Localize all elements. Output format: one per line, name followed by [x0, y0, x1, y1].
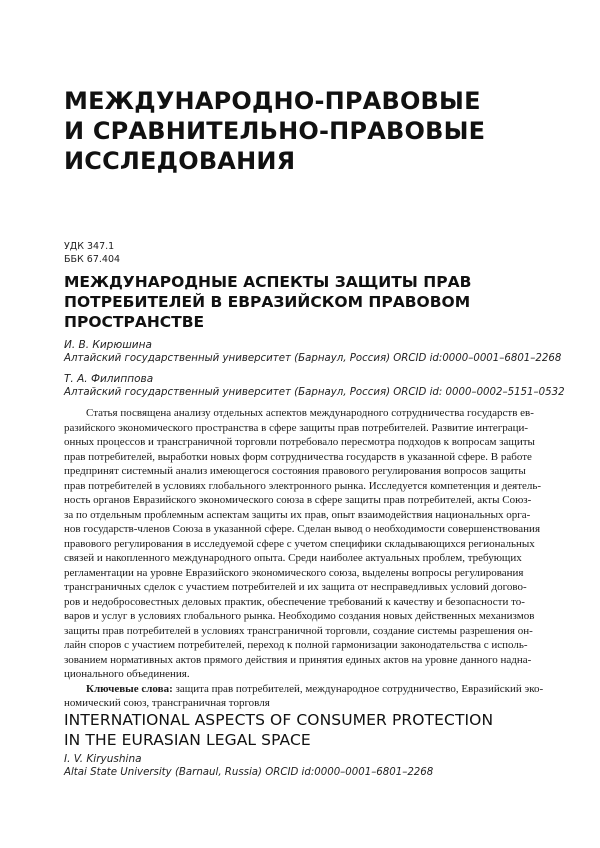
english-author-block — [64, 752, 544, 780]
abstract-line: связей и накопленного международного опыта. Среди наиболее актуальных проблем, требующих — [64, 551, 538, 566]
english-title-line: IN THE EURASIAN LEGAL SPACE — [64, 730, 544, 750]
author-name: И. В. Кирюшина — [64, 338, 544, 352]
english-author-name: I. V. Kiryushina — [64, 752, 544, 766]
abstract-line: ров и недобросовестных деловых практик, обеспечение требований к качеству и безопасности то- — [64, 595, 538, 610]
abstract-line: правового регулирования в исследуемой сфере с учетом специфики складывающихся региональных — [64, 537, 538, 552]
document-page — [0, 0, 600, 848]
author-name: Т. А. Филиппова — [64, 372, 544, 386]
classification-codes — [64, 240, 120, 266]
abstract-line: трансграничных сделок с участием потребителей и их защита от несправедливых условий догово- — [64, 580, 538, 595]
abstract-line: за по отдельным проблемным аспектам защиты их прав, опыт взаимодействия национальных орга- — [64, 508, 538, 523]
article-title-line: МЕЖДУНАРОДНЫЕ АСПЕКТЫ ЗАЩИТЫ ПРАВ — [64, 272, 544, 292]
article-title-line: ПОТРЕБИТЕЛЕЙ В ЕВРАЗИЙСКОМ ПРАВОВОМ — [64, 292, 544, 312]
abstract — [64, 406, 538, 711]
udk-code: УДК 347.1 — [64, 240, 120, 253]
abstract-line: онных процессов и трансграничной торговли потребовало пересмотра подходов к вопросам защиты — [64, 435, 538, 450]
keywords-text: защита прав потребителей, международное сотрудничество, Евразийский эко- — [173, 683, 543, 695]
abstract-line: регламентации на уровне Евразийского экономического союза, выделены вопросы регулирования — [64, 566, 538, 581]
author-affiliation: Алтайский государственный университет (Барнаул, Россия) ORCID id: 0000–0002–5151–0532 — [64, 386, 544, 400]
keywords-line: номический союз, трансграничная торговля — [64, 696, 538, 711]
article-title-line: ПРОСТРАНСТВЕ — [64, 312, 544, 332]
abstract-line: нов государств-членов Союза в указанной сфере. Сделан вывод о необходимости совершенствования — [64, 522, 538, 537]
english-title-line: INTERNATIONAL ASPECTS OF CONSUMER PROTECTION — [64, 710, 544, 730]
section-title-line: И СРАВНИТЕЛЬНО-ПРАВОВЫЕ — [64, 116, 544, 146]
abstract-line: предпринят системный анализ имеющегося состояния правового регулирования вопросов защиты — [64, 464, 538, 479]
section-title-line: ИССЛЕДОВАНИЯ — [64, 146, 544, 176]
section-title — [64, 86, 544, 176]
author-affiliation: Алтайский государственный университет (Барнаул, Россия) ORCID id:0000–0001–6801–2268 — [64, 352, 544, 366]
keywords-label: Ключевые слова: — [86, 683, 173, 695]
keywords-line — [64, 682, 538, 697]
abstract-line: прав потребителей, выработки новых форм сотрудничества государств в указанной сфере. В работе — [64, 450, 538, 465]
article-title — [64, 272, 544, 332]
abstract-line: прав потребителей в условиях глобального электронного рынка. Исследуется компетенция и деятель- — [64, 479, 538, 494]
abstract-line: лайн споров с участием потребителей, переход к полной гармонизации законодательства с исполь- — [64, 638, 538, 653]
abstract-line: защиты прав потребителей в условиях трансграничной торговли, создание системы разрешения он- — [64, 624, 538, 639]
abstract-line: ционального объединения. — [64, 667, 538, 682]
section-title-line: МЕЖДУНАРОДНО-ПРАВОВЫЕ — [64, 86, 544, 116]
abstract-line: варов и услуг в условиях глобального рынка. Необходимо создания новых действенных механизмов — [64, 609, 538, 624]
english-author-affiliation: Altai State University (Barnaul, Russia) ORCID id:0000–0001–6801–2268 — [64, 766, 544, 780]
abstract-line: разийского экономического пространства в сфере защиты прав потребителей. Развитие интеграци- — [64, 421, 538, 436]
english-title — [64, 710, 544, 750]
abstract-line: Статья посвящена анализу отдельных аспектов международного сотрудничества государств ев- — [64, 406, 538, 421]
abstract-line: ность органов Евразийского экономического союза в сфере защиты прав потребителей, акты Союз- — [64, 493, 538, 508]
author-block — [64, 338, 544, 366]
abstract-line: зованием нормативных актов прямого действия и принятия единых актов на уровне данного надна- — [64, 653, 538, 668]
bbk-code: ББК 67.404 — [64, 253, 120, 266]
author-block — [64, 372, 544, 400]
